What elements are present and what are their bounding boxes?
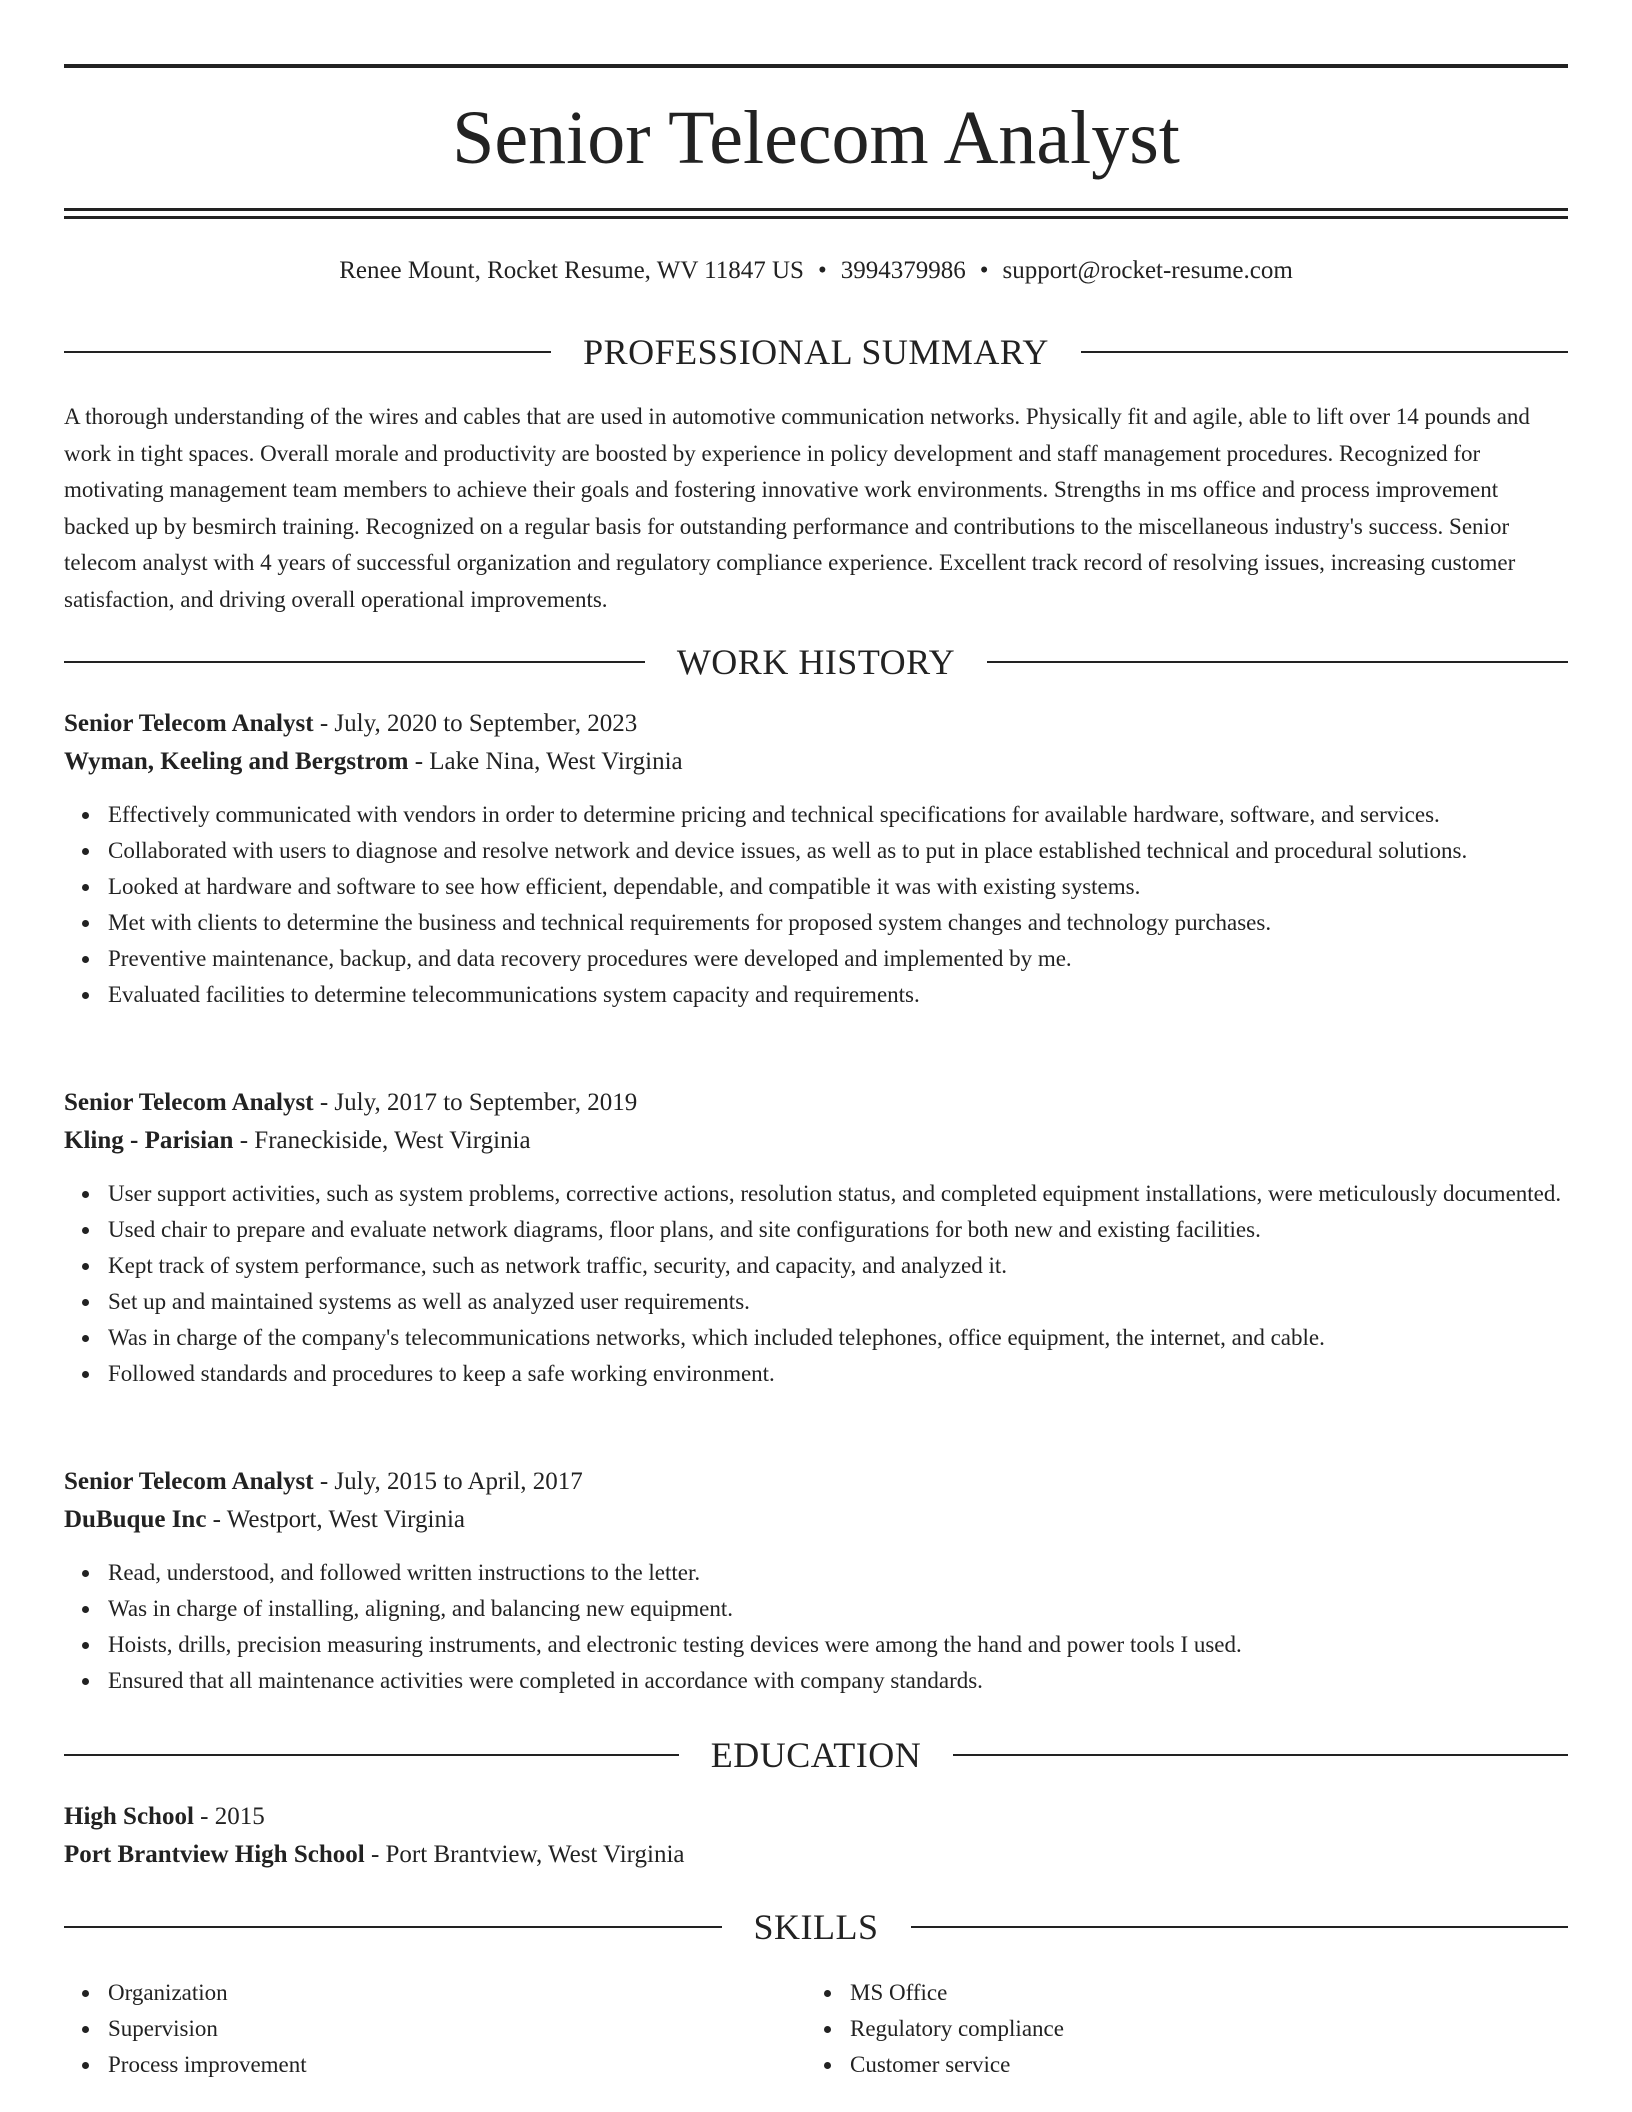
contact-line: [64, 253, 1568, 289]
education-heading-label: EDUCATION: [710, 1735, 922, 1775]
job-dates: - July, 2020 to September, 2023: [313, 710, 638, 737]
list-item: Evaluated facilities to determine telecommunications system capacity and requirements.: [108, 977, 1612, 1013]
skill-item: Customer service: [850, 2047, 1064, 2083]
contact-phone: 3994379986: [840, 257, 966, 284]
list-item: Was in charge of installing, aligning, and balancing new equipment.: [108, 1591, 1612, 1627]
job-title: Senior Telecom Analyst: [64, 710, 314, 737]
education-degree: High School: [64, 1803, 194, 1830]
job-dates: - July, 2015 to April, 2017: [313, 1468, 583, 1495]
list-item: User support activities, such as system problems, corrective actions, resolution status, and completed equipment installations, were meticulously documented.: [108, 1176, 1612, 1212]
header-double-rule-lower: [64, 216, 1568, 219]
list-item: Collaborated with users to diagnose and resolve network and device issues, as well as to put in place established technical and procedural solutions.: [108, 833, 1612, 869]
work-history-heading-label: WORK HISTORY: [676, 642, 956, 682]
header-top-rule: [64, 64, 1568, 68]
job-company: Wyman, Keeling and Bergstrom: [64, 748, 409, 775]
heading-rule-left: [64, 351, 551, 353]
education-location: - Port Brantview, West Virginia: [364, 1841, 685, 1868]
summary-section-heading: [64, 328, 1568, 376]
summary-heading-label: PROFESSIONAL SUMMARY: [583, 332, 1049, 372]
job-company-line: [64, 1122, 1568, 1160]
header-double-rule-upper: [64, 208, 1568, 211]
list-item: Used chair to prepare and evaluate network diagrams, floor plans, and site configurations for both new and existing facilities.: [108, 1212, 1612, 1248]
job-title-line: [64, 705, 1568, 743]
job-title-line: [64, 1084, 1568, 1122]
contact-email: support@rocket-resume.com: [1002, 257, 1293, 284]
list-item: Kept track of system performance, such as network traffic, security, and capacity, and analyzed it.: [108, 1248, 1612, 1284]
resume-title: Senior Telecom Analyst: [452, 96, 1180, 180]
heading-rule-left: [64, 661, 645, 663]
heading-rule-right: [987, 661, 1568, 663]
work-history-section-heading: [64, 638, 1568, 686]
list-item: Hoists, drills, precision measuring instruments, and electronic testing devices were among the hand and power tools I used.: [108, 1627, 1612, 1663]
education-degree-line: [64, 1798, 1568, 1836]
job-title: Senior Telecom Analyst: [64, 1468, 314, 1495]
skill-item: MS Office: [850, 1975, 1064, 2011]
education-section-heading: [64, 1731, 1568, 1779]
list-item: Was in charge of the company's telecommunications networks, which included telephones, office equipment, the internet, and cable.: [108, 1320, 1612, 1356]
list-item: Looked at hardware and software to see how efficient, dependable, and compatible it was with existing systems.: [108, 869, 1612, 905]
list-item: Preventive maintenance, backup, and data recovery procedures were developed and implemented by me.: [108, 941, 1612, 977]
heading-rule-left: [64, 1926, 722, 1928]
education-school: Port Brantview High School: [64, 1841, 365, 1868]
list-item: Set up and maintained systems as well as analyzed user requirements.: [108, 1284, 1612, 1320]
education-year: - 2015: [193, 1803, 265, 1830]
education-school-line: [64, 1836, 1568, 1874]
contact-address: Renee Mount, Rocket Resume, WV 11847 US: [339, 257, 804, 284]
job-title: Senior Telecom Analyst: [64, 1089, 314, 1116]
skills-heading-label: SKILLS: [753, 1907, 879, 1947]
job-company: DuBuque Inc: [64, 1506, 207, 1533]
skill-item: Supervision: [108, 2011, 307, 2047]
list-item: Effectively communicated with vendors in order to determine pricing and technical specifications for available hardware, software, and services.: [108, 797, 1612, 833]
job-location: - Franeckiside, West Virginia: [233, 1127, 531, 1154]
job-location: - Westport, West Virginia: [206, 1506, 466, 1533]
job-location: - Lake Nina, West Virginia: [408, 748, 683, 775]
skill-item: Process improvement: [108, 2047, 307, 2083]
job-bullet-list: [64, 1176, 1612, 1392]
list-item: Met with clients to determine the business and technical requirements for proposed system changes and technology purchases.: [108, 905, 1612, 941]
list-item: Followed standards and procedures to keep a safe working environment.: [108, 1356, 1612, 1392]
list-item: Read, understood, and followed written instructions to the letter.: [108, 1555, 1612, 1591]
summary-text: A thorough understanding of the wires and cables that are used in automotive communication networks. Physically fit and agile, able to lift over 14 pounds and work in tight spaces. Overall morale and productivity are boosted by experience in policy development and staff management procedures. Recognized for motivating management team members to achieve their goals and fostering innovative work environments. Strengths in ms office and process improvement backed up by besmirch training. Recognized on a regular basis for outstanding performance and contributions to the miscellaneous industry's success. Senior telecom analyst with 4 years of successful organization and regulatory compliance experience. Excellent track record of resolving issues, increasing customer satisfaction, and driving overall operational improvements.: [64, 404, 1530, 612]
heading-rule-left: [64, 1754, 679, 1756]
job-bullet-list: [64, 1555, 1612, 1699]
skill-item: Regulatory compliance: [850, 2011, 1064, 2047]
heading-rule-right: [1081, 351, 1568, 353]
heading-rule-right: [953, 1754, 1568, 1756]
contact-separator: •: [817, 257, 827, 284]
skills-section-heading: [64, 1903, 1568, 1951]
job-company-line: [64, 1501, 1568, 1539]
contact-separator: •: [979, 257, 989, 284]
list-item: Ensured that all maintenance activities were completed in accordance with company standards.: [108, 1663, 1612, 1699]
skills-list-right: [806, 1975, 1064, 2083]
heading-rule-right: [911, 1926, 1569, 1928]
job-dates: - July, 2017 to September, 2019: [313, 1089, 638, 1116]
skills-list-left: [64, 1975, 307, 2083]
job-company-line: [64, 743, 1568, 781]
job-company: Kling - Parisian: [64, 1127, 234, 1154]
job-title-line: [64, 1463, 1568, 1501]
job-bullet-list: [64, 797, 1612, 1013]
skill-item: Organization: [108, 1975, 307, 2011]
